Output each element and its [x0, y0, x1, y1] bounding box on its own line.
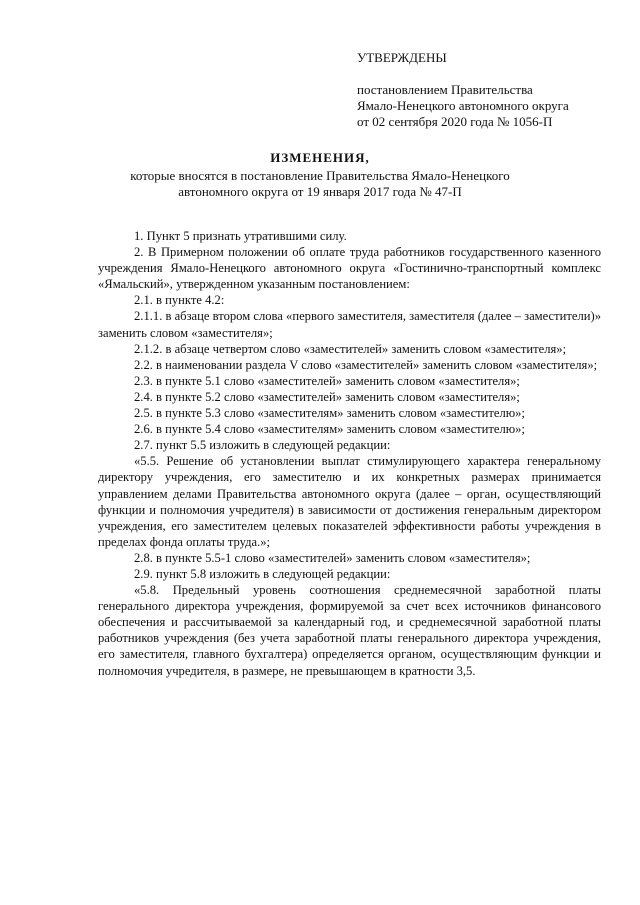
paragraph: 2.2. в наименовании раздела V слово «заместителей» заменить словом «заместителя»;: [134, 357, 598, 372]
paragraph: 2.7. пункт 5.5 изложить в следующей редакции:: [134, 438, 391, 453]
paragraph: 2.1. в пункте 4.2:: [134, 293, 225, 308]
document-title: ИЗМЕНЕНИЯ,: [270, 150, 370, 165]
document-heading: [100, 150, 540, 200]
paragraph: 2.1.1. в абзаце втором слова «первого заместителя, заместителя (далее – заместители)» заменить словом «заместителя»;: [98, 309, 601, 340]
paragraph: 2.3. в пункте 5.1 слово «заместителей» заменить словом «заместителя»;: [134, 373, 520, 388]
paragraph: «5.8. Предельный уровень соотношения среднемесячной заработной платы генерального директора учреждения, формируемой за счет всех источников финансового обеспечения и рассчитываемой за календарный год, и среднемесячной заработной платы работников учреждения (без учета заработной платы генерального директора учреждения, его заместителя, главного бухгалтера) определяется органом, осуществляющим функции и полномочия учредителя, в размере, не превышающем в кратности 3,5.: [98, 583, 601, 678]
document-subtitle: которые вносятся в постановление Правительства Ямало-Ненецкого: [130, 168, 510, 183]
paragraph: 2.1.2. в абзаце четвертом слово «заместителей» заменить словом «заместителя»;: [134, 341, 567, 356]
approval-line: Ямало-Ненецкого автономного округа: [357, 98, 569, 113]
paragraph: 2.5. в пункте 5.3 слово «заместителям» заменить словом «заместителю»;: [134, 406, 525, 421]
paragraph: 2. В Примерном положении об оплате труда работников государственного казенного учреждения Ямало-Ненецкого автономного округа «Гостинично-транспортный комплекс «Ямальский», утвержденном указанным постановлением:: [98, 245, 601, 292]
paragraph: 2.4. в пункте 5.2 слово «заместителей» заменить словом «заместителя»;: [134, 389, 520, 404]
document-subtitle: автономного округа от 19 января 2017 года № 47-П: [178, 184, 462, 199]
document-body: [98, 228, 601, 679]
paragraph: 2.6. в пункте 5.4 слово «заместителям» заменить словом «заместителю»;: [134, 422, 525, 437]
approval-stamp: [357, 50, 617, 130]
paragraph: 2.8. в пункте 5.5-1 слово «заместителей» заменить словом «заместителя»;: [134, 550, 531, 565]
approval-title: УТВЕРЖДЕНЫ: [357, 50, 447, 65]
paragraph: 2.9. пункт 5.8 изложить в следующей редакции:: [134, 566, 391, 581]
approval-line: от 02 сентября 2020 года № 1056-П: [357, 114, 553, 129]
approval-line: постановлением Правительства: [357, 82, 533, 97]
paragraph: «5.5. Решение об установлении выплат стимулирующего характера генеральному директору учреждения, его заместителю и их конкретных размерах принимается управлением делами Правительства автономного округа (далее – орган, осуществляющий функции и полномочия учредителя) в зависимости от достижения генеральным директором учреждения, его заместителем целевых показателей эффективности работы учреждения в пределах фонда оплаты труда.»;: [98, 454, 601, 549]
paragraph: 1. Пункт 5 признать утратившими силу.: [134, 229, 347, 243]
